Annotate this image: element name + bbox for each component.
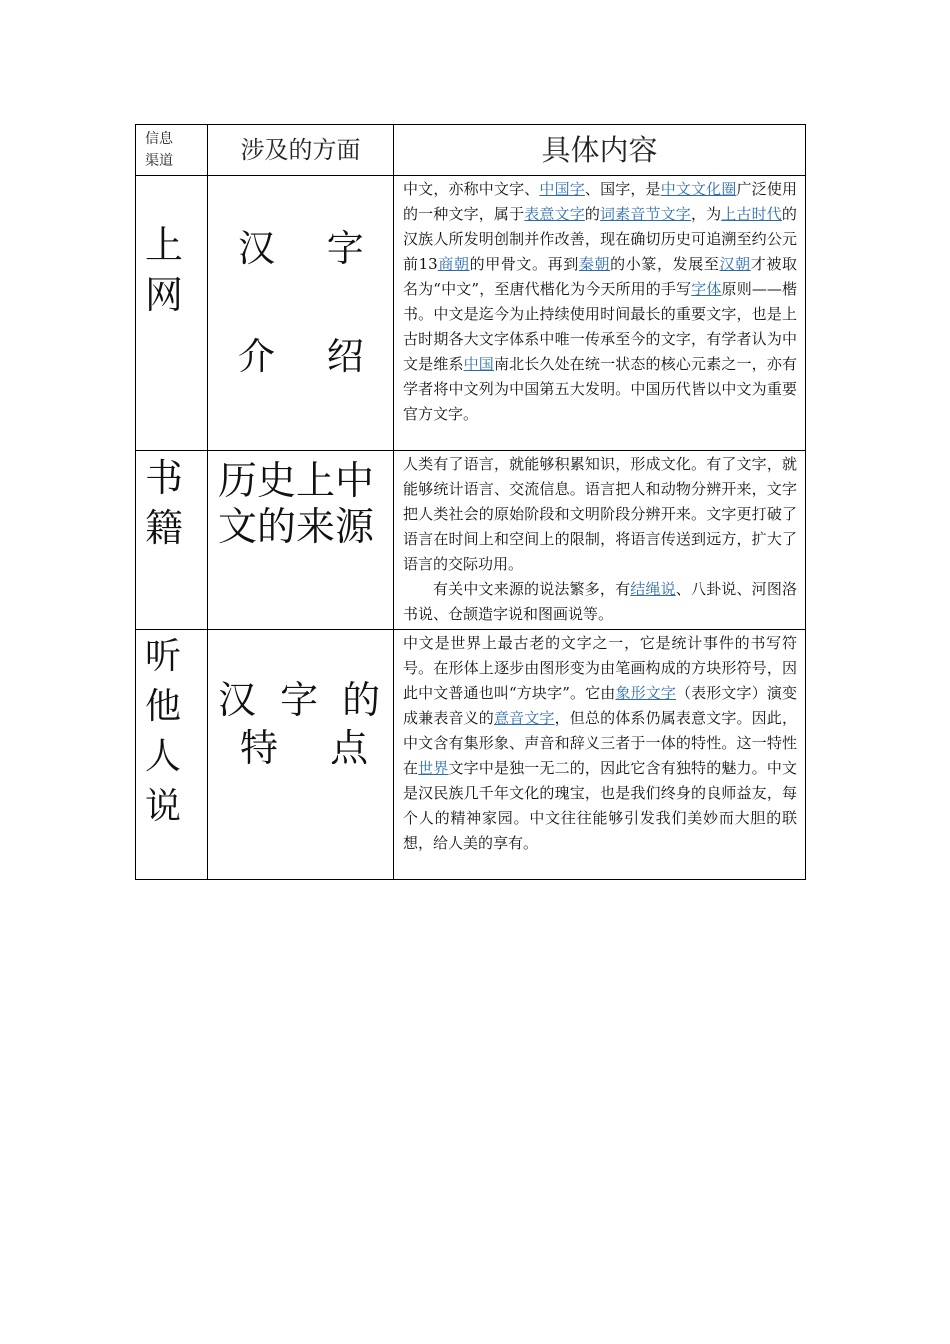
text-run: 、国字，是 [584,180,661,198]
aspect-line-1: 汉 字 [238,227,384,270]
hyperlink[interactable]: 词素音节文字 [600,205,691,223]
content-cell [394,451,806,630]
hyperlink[interactable]: 秦朝 [578,255,611,273]
aspect-label [208,451,393,551]
table-row [136,176,806,451]
channel-text: 听他人说 [145,636,182,827]
aspect-label [208,218,393,380]
hyperlink[interactable]: 中国字 [539,180,585,198]
content-cell [394,176,806,451]
table-row [136,630,806,880]
channel-label [136,453,185,553]
aspect-cell [208,451,394,630]
text-run: 的汉族人所发明创制并作改善，现在确切历史可追溯至约公元前13 [403,205,797,273]
text-run: 的小篆，发展至 [610,255,720,273]
info-table [135,124,806,880]
channel-text: 上网 [145,223,184,317]
aspect-line-2: 介 绍 [238,335,384,378]
hyperlink[interactable]: 汉朝 [719,255,751,273]
table-row [136,451,806,630]
header-aspect-cell [208,125,394,176]
header-aspect: 涉及的方面 [240,136,361,164]
content-paragraph-1: 人类有了语言，就能够积累知识，形成文化。有了文字，就能够统计语言、交流信息。语言把人和动物分辨开来，文字把人类社会的原始阶段和文明阶段分辨开来。文字更打破了语言在时间上和空间上的限制，将语言传送到远方，扩大了语言的交际功用。 [403,455,797,573]
header-channel-cell [136,125,208,176]
hyperlink[interactable]: 意音文字 [493,709,555,727]
hyperlink[interactable]: 世界 [418,759,449,777]
aspect-line-1: 历史上中 [218,459,375,504]
channel-cell [136,451,208,630]
aspect-label [208,676,393,772]
hyperlink[interactable]: 字体 [691,280,722,298]
hyperlink[interactable]: 表意文字 [524,205,585,223]
hyperlink[interactable]: 商朝 [437,255,470,273]
text-run: 才被取名为“中文”，至唐代楷化为今天所用的手写 [403,255,797,298]
hyperlink[interactable]: 结绳说 [630,580,676,598]
text-run: 南北长久处在统一状态的核心元素之一，亦有学者将中文列为中国第五大发明。中国历代皆以中文为重要官方文字。 [403,355,797,423]
text-run: 有关中文来源的说法繁多，有 [433,580,631,598]
text-run: 广泛使用的一种文字，属于 [403,180,797,223]
text-run: 中文是世界上最古老的文字之一，它是统计事件的书写符号。在形体上逐步由图形变为由笔画构成的方块形符号，因此中文普通也叫“方块字”。它由 [403,634,797,702]
text-run: 的 [584,205,601,223]
channel-cell [136,630,208,880]
content-text [394,176,805,429]
aspect-line-2: 文的来源 [218,505,375,550]
text-run: 的甲骨文。再到 [469,255,579,273]
hyperlink[interactable]: 中文文化圈 [660,180,737,198]
text-run: 、八卦说、河图洛书说、仓颉造字说和图画说等。 [403,580,797,623]
text-run: ，为 [690,205,722,223]
hyperlink[interactable]: 上古时代 [721,205,782,223]
channel-label [136,632,185,832]
text-run: 文字中是独一无二的，因此它含有独特的魅力。中文是汉民族几千年文化的瑰宝，也是我们终身的良师益友，每个人的精神家园。中文往往能够引发我们美妙而大胆的联想，给人美的享有。 [403,759,797,852]
content-text [394,630,805,858]
hyperlink[interactable]: 象形文字 [615,684,676,702]
header-row [136,125,806,176]
channel-text: 书籍 [145,456,184,550]
aspect-line-2: 特 点 [240,726,389,770]
channel-label [136,220,185,320]
content-paragraph-2 [403,577,797,627]
text-run: 原则——楷书。中文是迄今为止持续使用时间最长的重要文字，也是上古时期各大文字体系中唯一传承至今的文字，有学者认为中文是维系 [403,280,797,373]
aspect-cell [208,176,394,451]
header-content-cell [394,125,806,176]
text-run: ，但总的体系仍属表意文字。因此，中文含有集形象、声音和辞义三者于一体的特性。这一特性在 [403,709,797,777]
text-run: 中文，亦称中文字、 [403,180,540,198]
aspect-cell [208,630,394,880]
text-run: （表形文字）演变成兼表音义的 [403,684,797,727]
header-channel: 信息渠道 [145,131,173,169]
header-content: 具体内容 [541,133,658,167]
aspect-line-1: 汉 字 的 [218,678,387,722]
content-cell [394,630,806,880]
channel-cell [136,176,208,451]
content-text [394,451,805,629]
hyperlink[interactable]: 中国 [463,355,494,373]
